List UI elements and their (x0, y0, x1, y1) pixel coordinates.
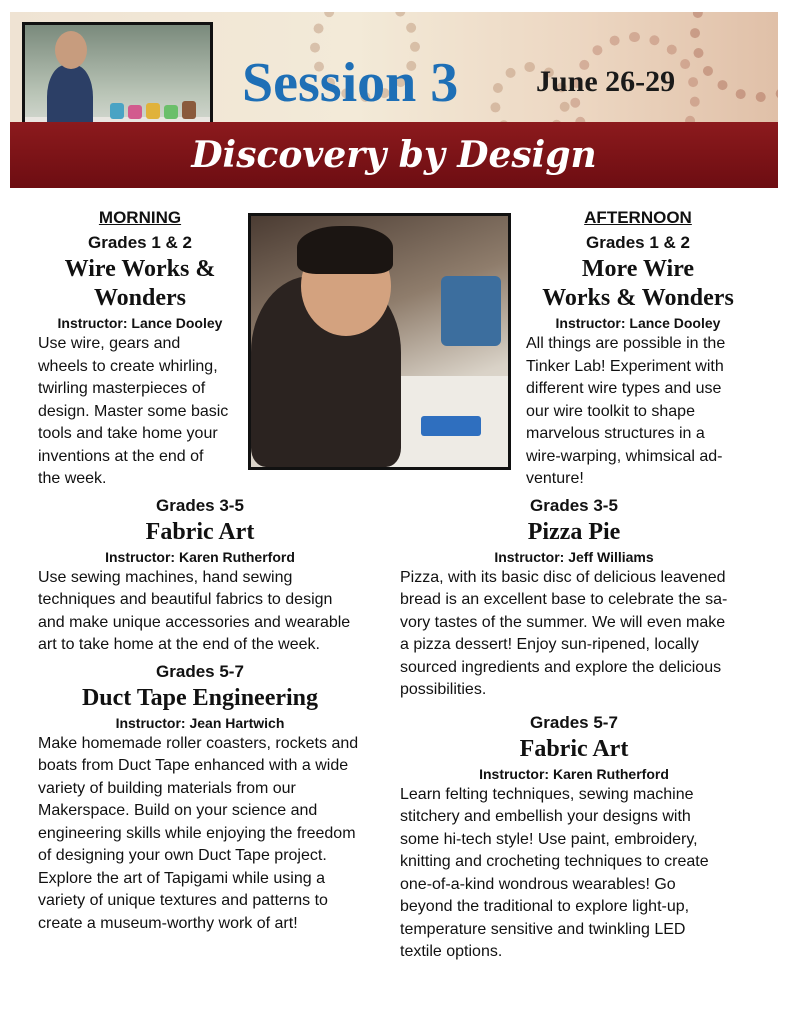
course-description: Use sewing machines, hand sewing techniques and beautiful fabrics to design and make unique accessories and wearable art to take home at the end of the week. (38, 568, 351, 653)
course-instructor: Instructor: Jean Hartwich (115, 714, 285, 731)
gear-decoration (690, 12, 778, 102)
course-instructor: Instructor: Lance Dooley (57, 315, 223, 331)
course-title: Pizza Pie (527, 518, 621, 545)
course-grades: Grades 5-7 (530, 712, 618, 732)
afternoon-column (394, 206, 754, 964)
morning-column (20, 206, 380, 935)
course-title: Fabric Art (519, 735, 629, 762)
course-title: Wire Works & (64, 256, 216, 282)
course-description: Make homemade roller coasters, rockets and boats from Duct Tape enhanced with a wide variety of building materials from our Makerspace. Build on your science and engineering skills while enjoying the freedom of designing your own Duct Tape project. Explore the art of Tapigami while using a variety of unique textures and patterns to create a museum-worthy work of art! (38, 734, 359, 932)
course-title: More Wire (581, 256, 695, 282)
course-instructor: Instructor: Lance Dooley (555, 315, 721, 331)
course-description: Learn felting techniques, sewing machine stitchery and embellish your designs with some hi-tech style! Use paint, embroidery, knitting and crocheting techniques to create one-of-a-kind wondrous wearables! Go beyond the traditional to explore light-up, temperature sensitive and twinkling LED textile options. (400, 785, 709, 960)
course-grades: Grades 3-5 (530, 495, 618, 515)
afternoon-heading: AFTERNOON (584, 208, 692, 227)
course-description: Use wire, gears and wheels to create whirling, twirling masterpieces of design. Master some basic tools and take home your inventions at the end of the week. (38, 335, 229, 487)
course-description: Pizza, with its basic disc of delicious leavened bread is an excellent base to celebrate the sa- vory tastes of the summer. We will even make a pizza dessert! Enjoy sun-ripened, locally sourced ingredients and explore the delicious possibilities. (400, 568, 728, 698)
morning-heading: MORNING (98, 208, 182, 227)
session-dates: June 26-29 (536, 65, 676, 98)
session-title: Session 3 (242, 52, 459, 114)
banner-title: Discovery by Design (191, 134, 597, 176)
morning-course-3 (20, 659, 380, 936)
course-title: Fabric Art (145, 518, 255, 545)
afternoon-course-1 (394, 206, 756, 491)
course-description: All things are possible in the Tinker Lab! Experiment with different wire types and use our wire toolkit to shape marvelous structures in a wire-warping, whimsical ad- venture! (526, 335, 726, 487)
course-grades: Grades 1 & 2 (586, 233, 690, 252)
course-instructor: Instructor: Karen Rutherford (105, 548, 295, 565)
title-banner (10, 122, 778, 188)
course-title: Wonders (93, 285, 186, 311)
course-instructor: Instructor: Jeff Williams (494, 548, 654, 565)
morning-course-2 (20, 493, 380, 657)
afternoon-course-3 (394, 710, 754, 964)
course-grades: Grades 1 & 2 (88, 233, 192, 252)
course-title: Works & Wonders (542, 285, 734, 311)
course-instructor: Instructor: Karen Rutherford (479, 765, 669, 782)
course-grades: Grades 3-5 (156, 495, 244, 515)
afternoon-course-2 (394, 493, 754, 702)
course-title: Duct Tape Engineering (81, 684, 319, 711)
course-grades: Grades 5-7 (156, 661, 244, 681)
morning-course-1 (20, 206, 260, 333)
